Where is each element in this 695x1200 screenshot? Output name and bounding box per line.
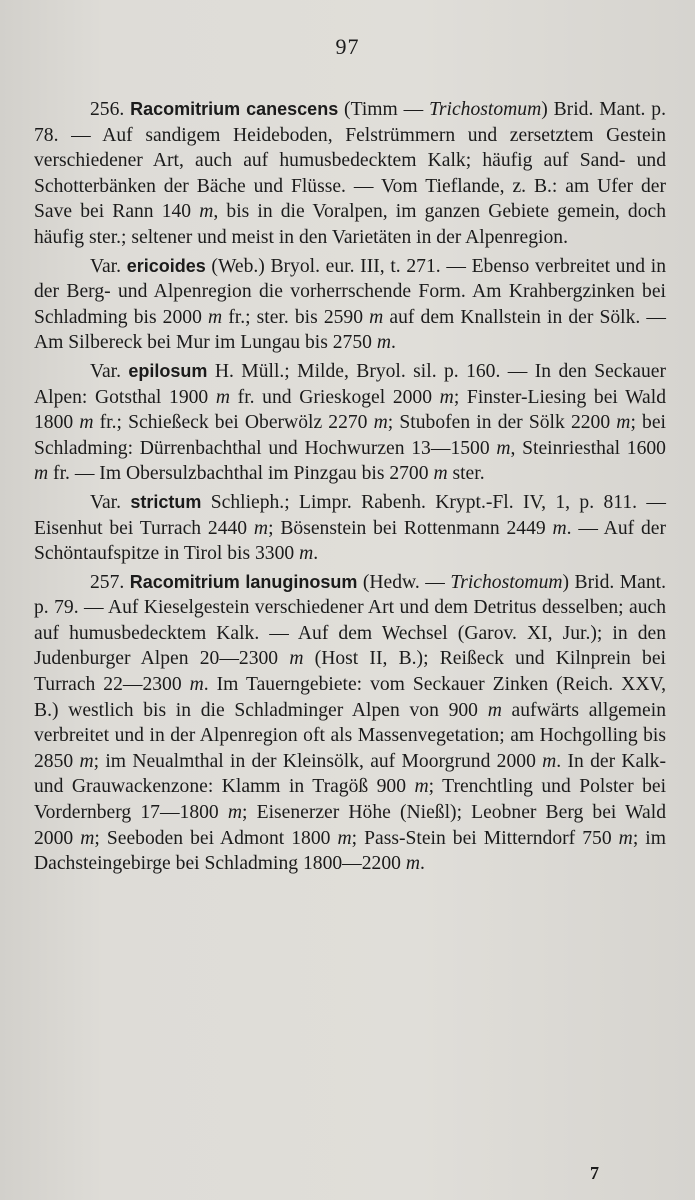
synonym-genus: Trichostomum bbox=[429, 99, 542, 120]
unit-m: m bbox=[433, 463, 448, 485]
unit-m: m bbox=[405, 853, 421, 875]
unit-m: m bbox=[552, 517, 567, 539]
unit-m: m bbox=[369, 306, 384, 328]
unit-m: m bbox=[414, 776, 429, 798]
species-name: Racomitrium canescens bbox=[130, 99, 339, 119]
unit-m: m bbox=[542, 750, 557, 772]
unit-m: m bbox=[496, 437, 511, 459]
unit-m: m bbox=[199, 201, 214, 223]
entry-var-ericoides: Var. ericoides (Web.) Bryol. eur. III, t. 271. — Ebenso verbreitet und in der Berg- und Alpenregion die vorherrschende Form. Am Krahbergzinken bei Schladming bis 2000 m fr.; ster. bis 2590 m auf dem Knallstein in der Sölk. — Am Silbereck bei Mur im Lungau bis 2750 m. bbox=[34, 255, 667, 354]
unit-m: m bbox=[439, 386, 454, 408]
entry-number: 257. bbox=[90, 571, 130, 593]
variety-name: strictum bbox=[130, 491, 202, 512]
unit-m: m bbox=[189, 674, 204, 696]
synonym-genus: Trichostomum bbox=[450, 571, 563, 593]
body-text bbox=[34, 97, 666, 877]
unit-m: m bbox=[227, 802, 243, 824]
entry-var-epilosum: Var. epilosum H. Müll.; Milde, Bryol. sil. p. 160. — In den Seckauer Alpen: Gotsthal 1900 m fr. und Grieskogel 2000 m; Finster-Liesing bei Wald 1800 m fr.; Schießeck bei Oberwölz 2270 m; Stubofen in der Sölk 2200 m; bei Schladming: Dürrenbachthal und Hochwurzen 13—1500 m, Steinriesthal 1600 m fr. — Im Obersulzbachthal im Pinzgau bis 2700 m ster. bbox=[34, 360, 666, 485]
unit-m: m bbox=[337, 827, 352, 849]
entry-number: 256. bbox=[90, 99, 131, 120]
unit-m: m bbox=[299, 543, 314, 565]
unit-m: m bbox=[80, 827, 95, 849]
unit-m: m bbox=[376, 332, 391, 354]
unit-m: m bbox=[79, 412, 94, 434]
entry-var-strictum: Var. strictum Schlieph.; Limpr. Rabenh. Krypt.-Fl. IV, 1, p. 811. — Eisenhut bei Turrach 2440 m; Bösenstein bei Rottenmann 2449 m. — Auf der Schöntaufspitze in Tirol bis 3300 m. bbox=[34, 491, 666, 565]
page-number: 97 bbox=[335, 34, 360, 59]
unit-m: m bbox=[289, 648, 304, 670]
unit-m: m bbox=[487, 699, 502, 721]
unit-m: m bbox=[215, 386, 231, 408]
unit-m: m bbox=[618, 827, 633, 849]
unit-m: m bbox=[373, 412, 388, 434]
species-name: Racomitrium lanuginosum bbox=[129, 571, 358, 592]
unit-m: m bbox=[34, 463, 49, 485]
unit-m: m bbox=[253, 517, 269, 539]
unit-m: m bbox=[207, 306, 223, 328]
signature-mark: 7 bbox=[590, 1163, 599, 1183]
entry-257-racomitrium-lanuginosum: 257. Racomitrium lanuginosum (Hedw. — Trichostomum) Brid. Mant. p. 79. — Auf Kieselgestein verschiedener Art und dem Detritus desselben; auch auf humusbedecktem Kalk. — Auf dem Wechsel (Garov. XI, Jur.); in den Judenburger Alpen 20—2300 m (Host II, B.); Reißeck und Kilnprein bei Turrach 22—2300 m. Im Tauerngebiete: vom Seckauer Zinken (Reich. XXV, B.) westlich bis in die Schladminger Alpen von 900 m aufwärts allgemein verbreitet und in der Alpenregion oft als Massenvegetation; am Hochgolling bis 2850 m; im Neualmthal in der Kleinsölk, auf Moorgrund 2000 m. In der Kalk- und Grauwackenzone: Klamm in Tragöß 900 m; Trenchtling und Polster bei Vordernberg 17—1800 m; Eisenerzer Höhe (Nießl); Leobner Berg bei Wald 2000 m; Seeboden bei Admont 1800 m; Pass-Stein bei Mitterndorf 750 m; im Dachsteingebirge bei Schladming 1800—2200 m. bbox=[34, 571, 667, 875]
unit-m: m bbox=[616, 412, 631, 434]
unit-m: m bbox=[79, 750, 94, 772]
variety-name: ericoides bbox=[126, 255, 206, 276]
variety-name: epilosum bbox=[128, 360, 208, 381]
entry-256-racomitrium-canescens: 256. Racomitrium canescens (Timm — Trichostomum) Brid. Mant. p. 78. — Auf sandigem Heideboden, Felstrümmern und zersetztem Gestein verschiedener Art, auch auf humusbedecktem Kalk; häufig auf Sand- und Schotterbänken der Bäche und Flüsse. — Vom Tieflande, z. B.: am Ufer der Save bei Rann 140 m, bis in die Voralpen, im ganzen Gebiete gemein, doch häufig ster.; seltener und meist in den Varietäten in der Alpenregion. bbox=[34, 99, 667, 248]
